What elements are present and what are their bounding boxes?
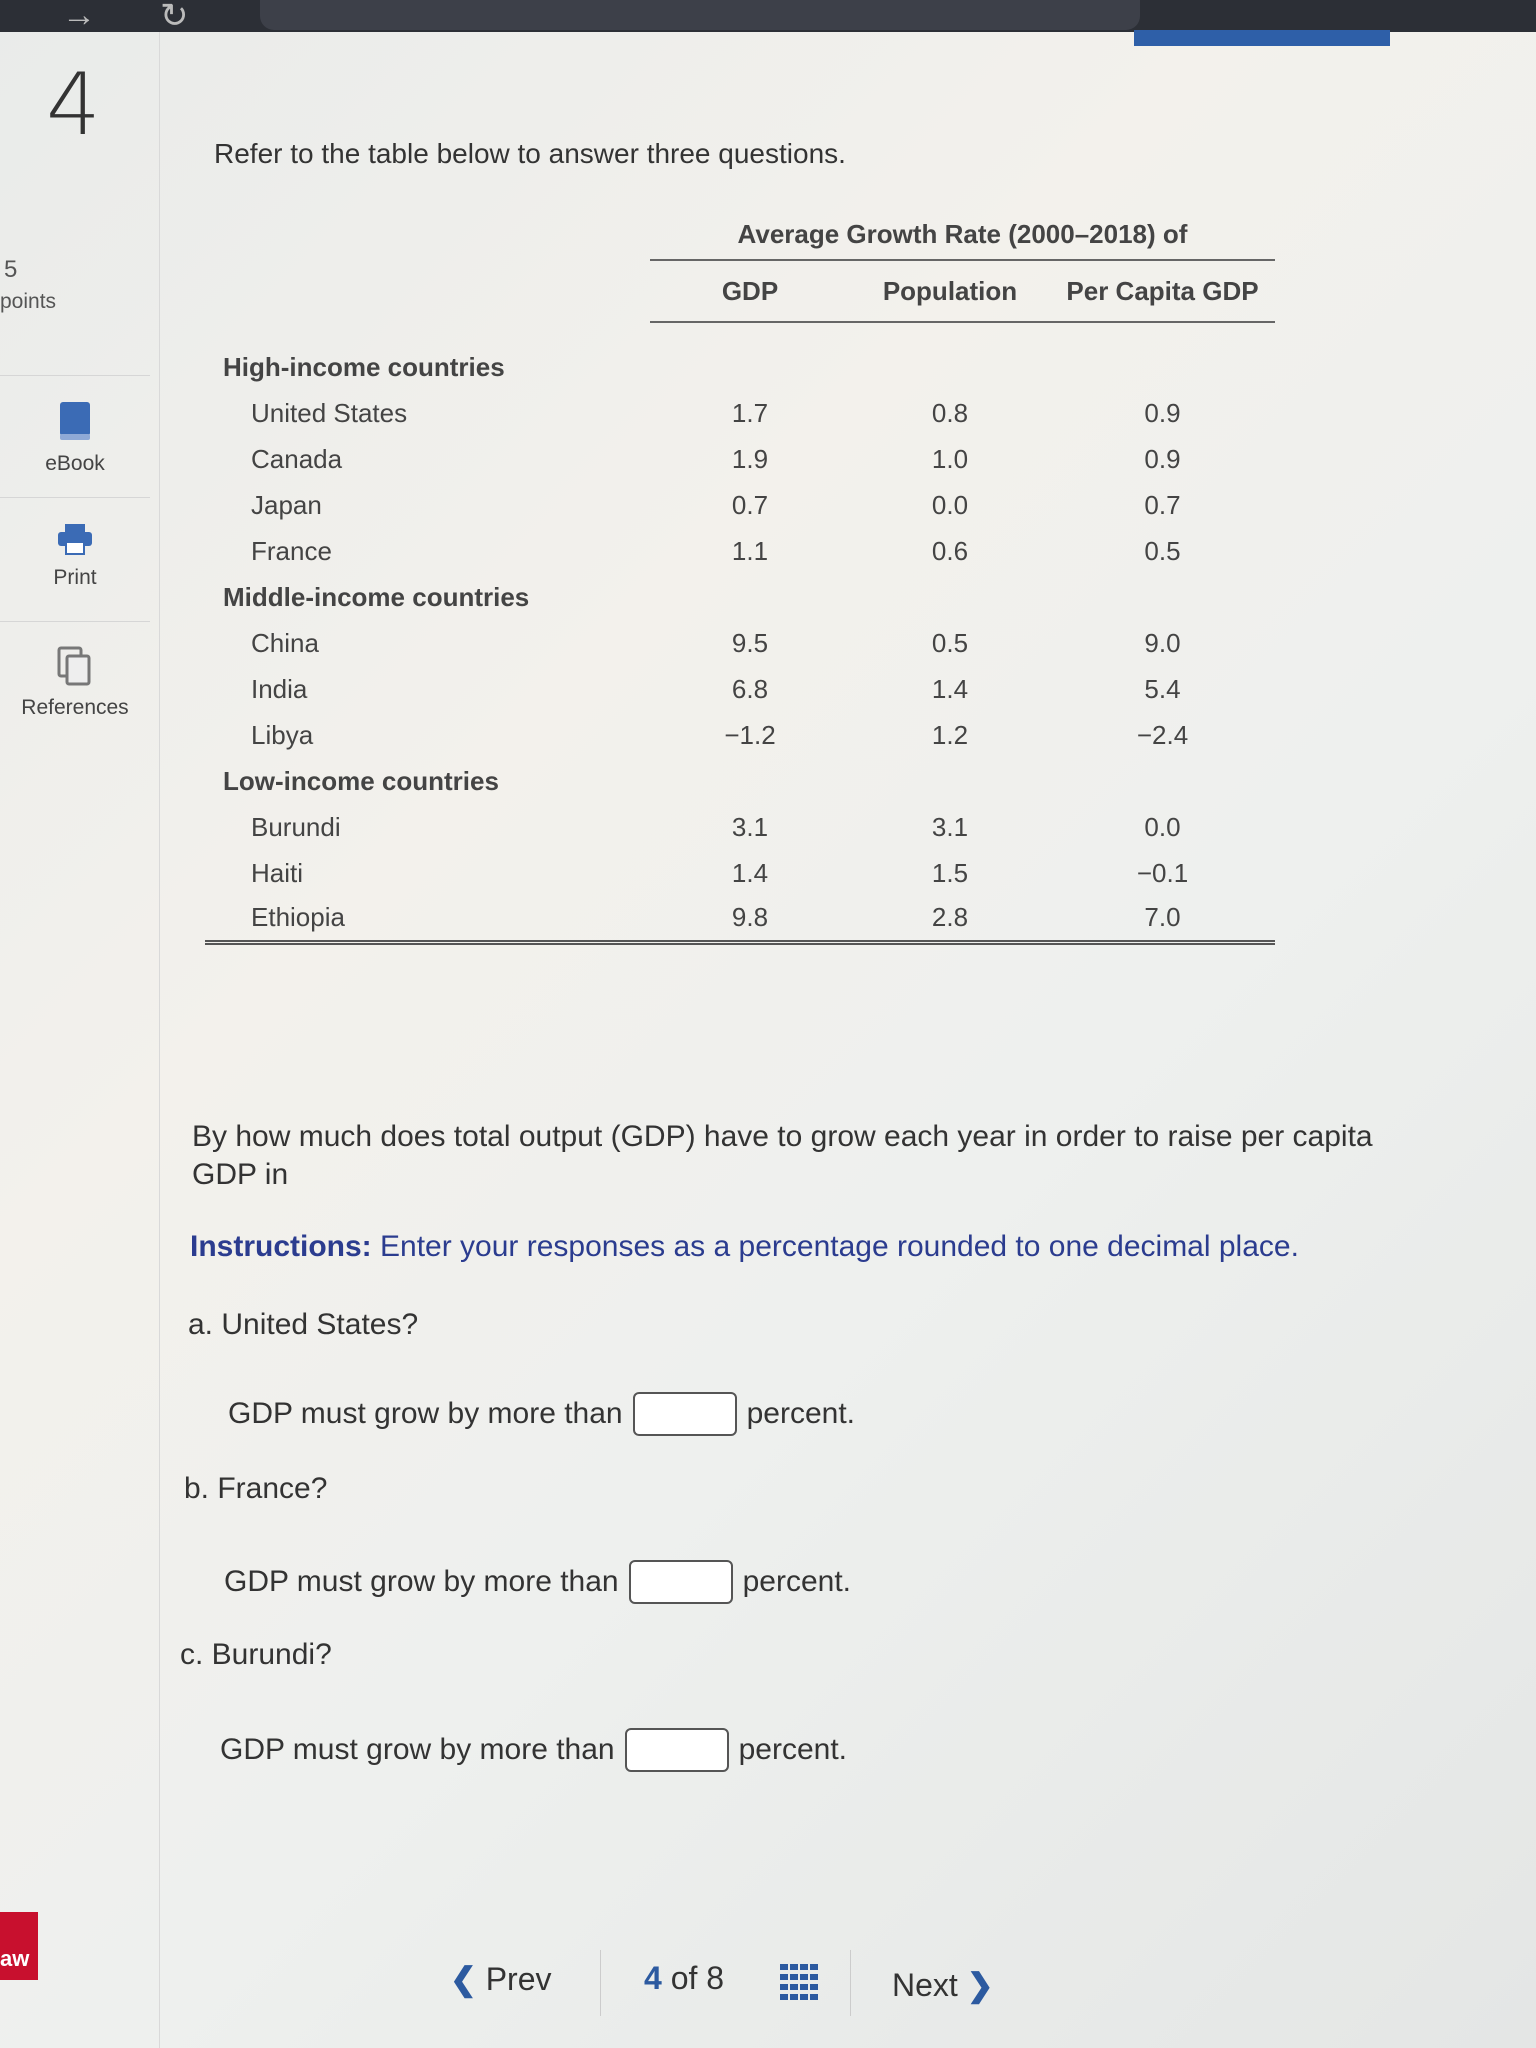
copy-pages-icon <box>57 646 93 686</box>
per-capita-cell: 0.9 <box>1144 443 1181 474</box>
gdp-cell: 1.4 <box>731 857 769 888</box>
ebook-button[interactable] <box>0 375 150 495</box>
current-question: 4 <box>644 1960 662 1996</box>
next-button[interactable] <box>892 1966 994 2004</box>
left-rail <box>0 32 160 2048</box>
per-capita-cell: 9.0 <box>1144 627 1181 658</box>
population-cell: 1.2 <box>931 719 969 750</box>
answer-prefix: GDP must grow by more than <box>220 1733 615 1766</box>
country-cell: Canada <box>251 443 343 474</box>
table-row <box>205 850 1275 896</box>
chevron-left-icon: ❮ <box>450 1961 477 1997</box>
part-c-label: c. Burundi? <box>180 1638 332 1671</box>
population-cell: 0.5 <box>931 627 969 658</box>
part-c-answer-row <box>220 1728 847 1772</box>
country-cell: China <box>251 627 319 658</box>
group-label: High-income countries <box>223 351 505 382</box>
table-super-header-row <box>205 210 1275 260</box>
column-header-per-capita-gdp: Per Capita GDP <box>1050 260 1275 322</box>
country-cell: Burundi <box>251 811 341 842</box>
population-cell: 1.4 <box>931 673 969 704</box>
group-row <box>205 344 1275 390</box>
prev-label: Prev <box>485 1961 552 1997</box>
gdp-cell: 3.1 <box>731 811 769 842</box>
logo-text: aw <box>0 1946 30 1971</box>
instructions-text: Enter your responses as a percentage rounded to one decimal place. <box>371 1230 1299 1263</box>
gdp-cell: 6.8 <box>731 673 769 704</box>
country-cell: Haiti <box>251 857 304 888</box>
table-row <box>205 390 1275 436</box>
points-value: 5 <box>4 256 18 283</box>
printer-icon <box>56 522 94 556</box>
question-grid-icon[interactable] <box>780 1964 818 2002</box>
per-capita-cell: 5.4 <box>1144 673 1181 704</box>
part-a-label: a. United States? <box>188 1308 419 1341</box>
per-capita-cell: 7.0 <box>1050 896 1275 942</box>
references-button[interactable] <box>0 621 150 741</box>
country-cell: India <box>251 673 308 704</box>
country-cell: Ethiopia <box>205 896 650 942</box>
country-cell: France <box>251 535 332 566</box>
per-capita-cell: 0.9 <box>1144 397 1181 428</box>
group-row <box>205 758 1275 804</box>
per-capita-cell: 0.5 <box>1144 535 1181 566</box>
population-cell: 0.0 <box>931 489 969 520</box>
column-header-population: Population <box>850 260 1050 322</box>
answer-prefix: GDP must grow by more than <box>228 1397 623 1430</box>
population-cell: 0.6 <box>931 535 969 566</box>
intro-text: Refer to the table below to answer three questions. <box>214 138 846 169</box>
next-label: Next <box>892 1967 958 2003</box>
table-super-header: Average Growth Rate (2000–2018) of <box>650 210 1275 260</box>
table-row <box>205 528 1275 574</box>
part-b-answer-input[interactable] <box>629 1560 733 1604</box>
publisher-logo <box>0 1912 38 1980</box>
back-arrow-icon[interactable]: → <box>62 0 96 34</box>
growth-rate-table <box>205 210 1275 945</box>
population-cell: 3.1 <box>931 811 969 842</box>
table-row <box>205 436 1275 482</box>
of-label: of <box>670 1960 698 1996</box>
instructions-label: Instructions: <box>190 1230 372 1263</box>
points-label: points <box>0 290 57 313</box>
question-number: 4 <box>46 55 101 155</box>
table-row <box>205 804 1275 850</box>
gdp-cell: 1.7 <box>731 397 769 428</box>
population-cell: 2.8 <box>850 896 1050 942</box>
prev-button[interactable] <box>450 1960 552 1998</box>
chevron-right-icon: ❯ <box>966 1967 994 2003</box>
part-a-answer-row <box>228 1392 855 1436</box>
answer-suffix: percent. <box>742 1565 852 1598</box>
country-cell: Japan <box>251 489 322 520</box>
header-accent-bar <box>1134 30 1390 46</box>
answer-suffix: percent. <box>738 1733 848 1766</box>
gdp-cell: 1.1 <box>731 535 769 566</box>
population-cell: 1.0 <box>931 443 969 474</box>
column-header-gdp: GDP <box>650 260 850 322</box>
browser-bar <box>0 0 1536 35</box>
reload-icon[interactable]: ↻ <box>160 0 189 35</box>
instructions <box>190 1230 1299 1264</box>
table-row <box>205 620 1275 666</box>
population-cell: 1.5 <box>931 857 969 888</box>
references-label: References <box>21 696 129 719</box>
group-label: Middle-income countries <box>223 581 530 612</box>
part-b-answer-row <box>224 1560 851 1604</box>
table-row <box>205 896 1275 942</box>
answer-suffix: percent. <box>746 1397 856 1430</box>
per-capita-cell: 0.7 <box>1144 489 1181 520</box>
part-a-answer-input[interactable] <box>633 1392 737 1436</box>
table-row <box>205 482 1275 528</box>
print-label: Print <box>53 566 97 589</box>
book-icon <box>58 400 92 442</box>
country-cell: United States <box>251 397 408 428</box>
gdp-cell: 9.5 <box>731 627 769 658</box>
total-questions: 8 <box>706 1960 725 1996</box>
part-c-answer-input[interactable] <box>625 1728 729 1772</box>
group-row <box>205 574 1275 620</box>
print-button[interactable] <box>0 497 150 617</box>
per-capita-cell: −0.1 <box>1136 857 1189 888</box>
page-indicator <box>644 1960 724 1997</box>
gdp-cell: 0.7 <box>731 489 769 520</box>
gdp-cell: −1.2 <box>724 719 776 750</box>
gdp-cell: 1.9 <box>731 443 769 474</box>
divider <box>600 1950 601 2016</box>
gdp-cell: 9.8 <box>650 896 850 942</box>
answer-prefix: GDP must grow by more than <box>224 1565 619 1598</box>
table-row <box>205 712 1275 758</box>
ebook-label: eBook <box>45 452 105 475</box>
part-b-label: b. France? <box>184 1472 328 1505</box>
population-cell: 0.8 <box>931 397 969 428</box>
group-label: Low-income countries <box>223 765 499 796</box>
question-prompt: By how much does total output (GDP) have to grow each year in order to raise per capita GDP in <box>192 1120 1373 1191</box>
table-row <box>205 666 1275 712</box>
country-cell: Libya <box>251 719 314 750</box>
per-capita-cell: 0.0 <box>1144 811 1181 842</box>
per-capita-cell: −2.4 <box>1136 719 1189 750</box>
table-column-header-row <box>205 260 1275 322</box>
address-bar[interactable] <box>260 0 1140 30</box>
divider <box>850 1950 851 2016</box>
